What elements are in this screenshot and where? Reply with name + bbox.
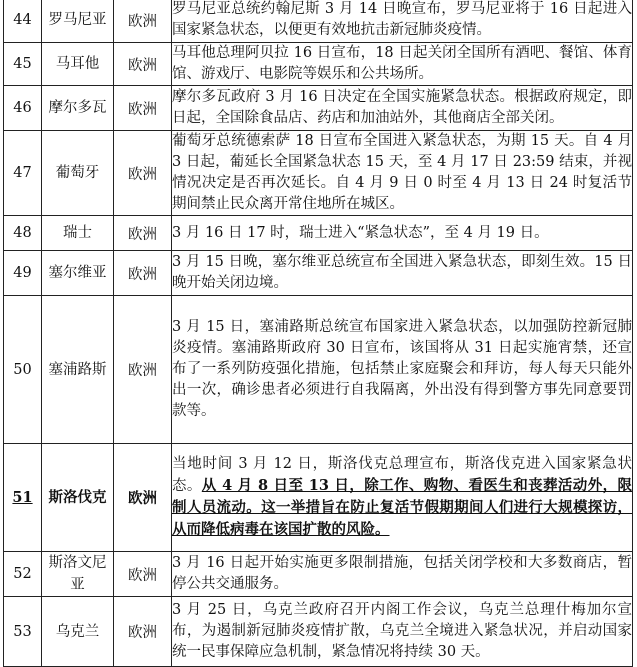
measure-text: 当地时间 3 月 12 日，斯洛伐克总理宣布，斯洛伐克进入国家紧急状态。 [172, 456, 632, 494]
measure-description: 3 月 25 日，乌克兰政府召开内阁工作会议，乌克兰总理什梅加尔宣布，为遏制新冠肺炎疫情扩散，乌克兰全境进入紧急状况，并启动国家统一民事保障应急机制，紧急情况将持续 30 天。 [172, 597, 633, 667]
country-name: 马耳他 [42, 43, 114, 86]
table-row-highlighted [4, 444, 633, 552]
table-row [4, 597, 633, 667]
row-number: 52 [4, 552, 42, 597]
country-name: 塞浦路斯 [42, 296, 114, 444]
region-name: 欧洲 [114, 216, 172, 251]
region-name: 欧洲 [114, 131, 172, 216]
region-name: 欧洲 [114, 251, 172, 296]
measure-description [172, 444, 633, 552]
region-name: 欧洲 [114, 43, 172, 86]
table-row [4, 43, 633, 86]
row-number: 48 [4, 216, 42, 251]
row-number: 45 [4, 43, 42, 86]
table-row [4, 552, 633, 597]
table-row [4, 251, 633, 296]
country-name: 塞尔维亚 [42, 251, 114, 296]
table-row [4, 131, 633, 216]
row-number: 44 [4, 0, 42, 43]
measure-description: 摩尔多瓦政府 3 月 16 日决定在全国实施紧急状态。根据政府规定，即日起，全国除食品店、药店和加油站外，其他商店全部关闭。 [172, 86, 633, 131]
region-name: 欧洲 [114, 552, 172, 597]
table-row [4, 216, 633, 251]
region-name: 欧洲 [114, 296, 172, 444]
region-name: 欧洲 [114, 86, 172, 131]
measure-description: 罗马尼亚总统约翰尼斯 3 月 14 日晚宣布，罗马尼亚将于 16 日起进入国家紧急状态，以便更有效地抗击新冠肺炎疫情。 [172, 0, 633, 43]
row-number: 47 [4, 131, 42, 216]
measure-description: 葡萄牙总统德索萨 18 日宣布全国进入紧急状态，为期 15 天。自 4 月 3 日起，葡延长全国紧急状态 15 天，至 4 月 17 日 23:59 结束，并视情况决定是否再次延长。自 4 月 9 日 0 时至 4 月 13 日 24 时复活节期间禁止民众离开常住地所在城区。 [172, 131, 633, 216]
country-name: 罗马尼亚 [42, 0, 114, 43]
country-name: 斯洛文尼亚 [42, 552, 114, 597]
measure-description: 马耳他总理阿贝拉 16 日宣布，18 日起关闭全国所有酒吧、餐馆、体育馆、游戏厅、电影院等娱乐和公共场所。 [172, 43, 633, 86]
measure-description: 3 月 15 日，塞浦路斯总统宣布国家进入紧急状态，以加强防控新冠肺炎疫情。塞浦路斯政府 30 日宣布，该国将从 31 日起实施宵禁，还宣布了一系列防疫强化措施，包括禁止家庭聚会和拜访，每人每天只能外出一次，确诊患者必须进行自我隔离，外出没有得到警方事先同意要罚款等。 [172, 296, 633, 444]
country-name: 瑞士 [42, 216, 114, 251]
region-name: 欧洲 [114, 444, 172, 552]
row-number: 53 [4, 597, 42, 667]
region-name: 欧洲 [114, 597, 172, 667]
row-number: 51 [4, 444, 42, 552]
row-number: 50 [4, 296, 42, 444]
measure-description: 3 月 16 日起开始实施更多限制措施，包括关闭学校和大多数商店，暂停公共交通服务。 [172, 552, 633, 597]
emphasized-measure-text: 从 4 月 8 日至 13 日，除工作、购物、看医生和丧葬活动外，限制人员流动。这一举措旨在防止复活节假期期间人们进行大规模探访，从而降低病毒在该国扩散的风险。 [172, 477, 632, 538]
region-name: 欧洲 [114, 0, 172, 43]
table-row [4, 296, 633, 444]
measure-description: 3 月 15 日晚，塞尔维亚总统宣布全国进入紧急状态，即刻生效。15 日晚开始关闭边境。 [172, 251, 633, 296]
table-row [4, 0, 633, 43]
row-number: 49 [4, 251, 42, 296]
country-name: 乌克兰 [42, 597, 114, 667]
country-name: 葡萄牙 [42, 131, 114, 216]
row-number: 46 [4, 86, 42, 131]
country-name: 斯洛伐克 [42, 444, 114, 552]
country-name: 摩尔多瓦 [42, 86, 114, 131]
emergency-measures-table [3, 0, 633, 667]
measure-description: 3 月 16 日 17 时，瑞士进入“紧急状态”，至 4 月 19 日。 [172, 216, 633, 251]
table-row [4, 86, 633, 131]
